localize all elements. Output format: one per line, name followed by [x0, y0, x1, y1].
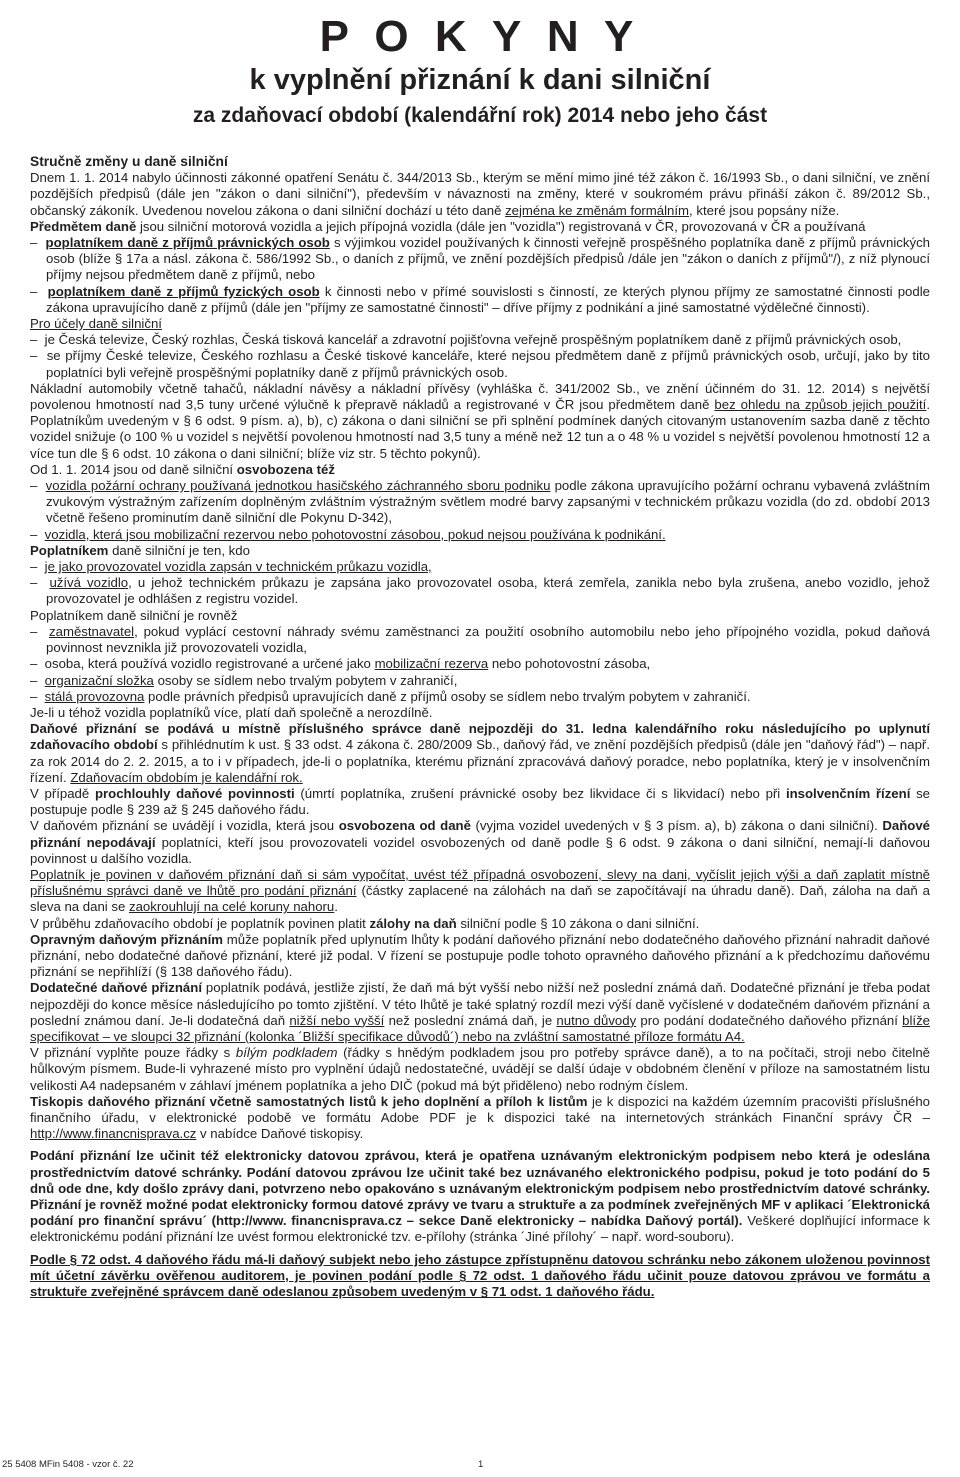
- dash-item-fire-vehicles: – vozidla požární ochrany používaná jednotkou hasičského záchranného sboru podniku podle zákona upravujícího požární ochranu vybavená zvláštním zvukovým výstražným zařízením doplněným zvláštním výstražným světlem modré barvy zapsanými v technickém průkazu vozidla (do zd. období 2013 včetně řešeno prominutím daně silniční dle Pokynu D-342),: [30, 478, 930, 526]
- paragraph-exempt-vehicles: V daňovém přiznání se uvádějí i vozidla, která jsou osvobozena od daně (vyjma vozidel uvedených v § 3 písm. a), b) zákona o dani silniční). Daňové přiznání nepodávají poplatníci, kteří jsou provozovateli vozidel osvobozených od daně podle § 6 odst. 9 zákona o dani silniční, nemají-li daňovou povinnost u dalšího vozidla.: [30, 818, 930, 866]
- header: [0, 0, 960, 130]
- document-subtitle: k vyplnění přiznání k dani silniční: [249, 64, 711, 96]
- section-heading: Stručně změny u daně silniční: [30, 154, 228, 169]
- form-code: 25 5408 MFin 5408 - vzor č. 22: [2, 1459, 134, 1470]
- tax-period-subtitle: za zdaňovací období (kalendářní rok) 2014 nebo jeho část: [192, 104, 768, 127]
- footer: [0, 1459, 960, 1473]
- paragraph-joint: Je-li u téhož vozidla poplatníků více, platí daň společně a nerozdílně.: [30, 704, 433, 720]
- financnisprava-link[interactable]: http://www.financnisprava.cz: [30, 1126, 197, 1142]
- paragraph-deadline: Daňové přiznání se podává u místně příslušného správce daně nejpozději do 31. ledna kalendářního roku následujícího po uplynutí zdaňovacího období s přihlédnutím k ust. § 33 odst. 4 zákona č. 280/2009 Sb., daňový řád, ve znění pozdějších předpisů (dále jen "daňový řád") – např. za rok 2014 do 2. 2. 2015, a to i v případech, jde-li o poplatníka, kterému přiznání zpracovává daňový poradce, nebo poplatníka, který je v insolvenčním řízení. Zdaňovacím obdobím je kalendářní rok.: [30, 721, 930, 785]
- paragraph-forms: Tiskopis daňového přiznání včetně samostatných listů k jeho doplnění a příloh k listům je k dispozici na každém územním pracovišti příslušného finančního úřadu, v elektronické podobě ve formátu Adobe PDF je k dispozici také na internetových stránkách Finanční správy ČR – http://www.financnisprava.cz v nabídce Daňové tiskopisy.: [30, 1093, 930, 1142]
- paragraph-filling: V přiznání vyplňte pouze řádky s bílým podkladem (řádky s hnědým podkladem jsou pro potřeby správce daně), a to na počítači, stroji nebo čitelně hůlkovým písmem. Bude-li vyhrazené místo pro vyplnění údajů nedostatečné, uvádějí se další údaje v obdobném členění v příloze na samostatném listu velikosti A4 nadepsaném v záhlaví jménem poplatníka a jeho DIČ (pokud má být přiděleno) nebo rodným číslem.: [30, 1045, 930, 1093]
- paragraph-electronic: Podání přiznání lze učinit též elektronicky datovou zprávou, která je opatřena uznávaným elektronickým podpisem nebo která je odeslána prostřednictvím datové schránky. Podání datovou zprávou lze učinit také bez uznávaného elektronického podpisu, pokud je toto podání do 5 dnů ode dne, kdy došlo zprávy dani, potvrzeno nebo opakováno s uznávaným elektronickým podpisem nebo prostřednictvím datové schránky. Přiznání je rovněž možné podat elektronicky formou datové zprávy ve tvaru a struktuře a za podmínek zveřejněných MF v aplikaci ´Elektronická podání pro finanční správu´ (http://www. financnisprava.cz – sekce Daně elektronicky – nabídka Daňový portál). Veškeré doplňující informace k elektronickému podání přiznání lze uvést formou elektronické tzv. e-přílohy (stránka ´Jiné přílohy´ – např. word-souboru).: [30, 1148, 930, 1245]
- paragraph-taxpayer: Poplatníkem daně silniční je ten, kdo: [30, 542, 250, 558]
- dash-item-branch: – organizační složka osoby se sídlem nebo trvalým pobytem v zahraničí,: [30, 672, 458, 688]
- dash-item-employer: – zaměstnavatel, pokud vyplácí cestovní náhrady svému zaměstnanci za použití osobního automobilu nebo jeho přípojného vozidla, pokud daňová povinnost nevznikla již provozovateli vozidla,: [30, 623, 931, 656]
- dash-item-income: – se příjmy České televize, Českého rozhlasu a České tiskové kanceláře, které nejsou předmětem daně z příjmů právnických osob, určují, jako by tito poplatníci byli veřejně prospěšnými poplatníky daně z příjmů právnických osob.: [30, 348, 930, 380]
- paragraph-succession: V případě prochlouhly daňové povinnosti (úmrtí poplatníka, zrušení právnické osoby bez likvidace či s likvidací) nebo při insolvenčním řízení se postupuje podle § 239 až § 245 daňového řádu.: [30, 785, 931, 818]
- instructions-body: [30, 154, 930, 1300]
- paragraph-trucks: Nákladní automobily včetně tahačů, nákladní návěsy a nákladní přívěsy (vyhláška č. 341/2002 Sb., ve znění účinném do 31. 12. 2014) s největší povolenou hmotností nad 3,5 tuny určené výlučně k přepravě nákladů a registrované v ČR jsou předmětem daně bez ohledu na způsob jejich použití. Poplatníkům uvedeným v § 6 odst. 9 písm. a), b), c) zákona o dani silniční se při splnění podmínek daných citovaným ustanovením sazba daně z těchto vozidel snižuje (o 100 % u vozidel s největší povolenou hmotností nad 3,5 tuny a méně než 12 tun a o 48 % u vozidel s největší povolenou hmotností 12 a více tun dle § 6 odst. 10 zákona o dani silniční; blíže viz str. 5 těchto pokynů).: [30, 380, 930, 461]
- paragraph-corrective: Opravným daňovým přiznáním může poplatník před uplynutím lhůty k podání daňového přiznání nebo dodatečného daňového přiznání nahradit daňové přiznání, nebo dodatečné daňové přiznání, které již podal. V řízení se postupuje podle tohoto opravného daňového přiznání a k předchozímu daňovému přiznání se nepřihlíží (§ 138 daňového řádu).: [30, 931, 930, 980]
- paragraph-changes: Dnem 1. 1. 2014 nabylo účinnosti zákonné opatření Senátu č. 344/2013 Sb., kterým se mění mimo jiné též zákon č. 16/1993 Sb., o dani silniční, ve znění pozdějších předpisů (dále jen "zákon o dani silniční"), především v návaznosti na změny, které v soukromém právu přináší zákon č. 89/2012 Sb., občanský zákoník. Uvedenou novelou zákona o dani silniční dochází u této daně zejména ke změnám formálním, které jsou popsány níže.: [30, 170, 930, 218]
- dash-item-establishment: – stálá provozovna podle právních předpisů upravujících daně z příjmů osoby se sídlem nebo trvalým pobytem v zahraničí.: [30, 688, 751, 704]
- dash-item-operator: – je jako provozovatel vozidla zapsán v technickém průkazu vozidla,: [30, 559, 432, 575]
- paragraph-self-assessment: Poplatník je povinen v daňovém přiznání daň si sám vypočítat, uvést též případná osvobození, slevy na dani, vyčíslit jejich výši a daň zaplatit místně příslušnému správci daně ve lhůtě pro podání přiznání (částky zaplacené na zálohách na daň se započítávají na úhradu daně). Daň, záloha na daň a sleva na dani se zaokrouhlují na celé koruny nahoru.: [30, 866, 931, 915]
- dash-item-reserve-user: – osoba, která používá vozidlo registrované a určené jako mobilizační rezerva nebo pohotovostní zásoba,: [30, 656, 651, 672]
- page-number: 1: [478, 1459, 484, 1470]
- document-title: P O K Y N Y: [319, 12, 641, 61]
- paragraph-exemptions: Od 1. 1. 2014 jsou od daně silniční osvobozena též: [30, 461, 335, 477]
- dash-item-legal-persons: – poplatníkem daně z příjmů právnických osob s výjimkou vozidel používaných k činnosti veřejně prospěšného poplatníka daně z příjmů právnických osob (blíže § 17a a násl. zákona č. 586/1992 Sb., o daních z příjmů, ve znění pozdějších předpisů /dále jen "zákon o daních z příjmů"/), z níž plynoucí příjmy nejsou předmětem daně z příjmů, nebo: [30, 235, 930, 283]
- paragraph-taxpayer-also: Poplatníkem daně silniční je rovněž: [30, 607, 238, 623]
- paragraph-data-box: Podle § 72 odst. 4 daňového řádu má-li daňový subjekt nebo jeho zástupce zpřístupněnu datovou schránku nebo zákonem uloženou povinnost mít účetní závěrku ověřenou auditorem, je povinen podání podle § 72 odst. 1 daňového řádu učinit pouze datovou zprávou ve formátu a struktuře zveřejněné správcem daně odeslanou způsobem uvedeným v § 71 odst. 1 daňového řádu.: [30, 1251, 930, 1300]
- dash-item-natural-persons: – poplatníkem daně z příjmů fyzických osob k činnosti nebo v přímé souvislosti s činností, ze kterých plynou příjmy ze samostatné činnosti podle zákona upravujícího daně z příjmů (dále jen "příjmy ze samostatné činnosti" – dříve příjmy z podnikání a jiné samostatné výdělečné činnosti).: [30, 283, 930, 315]
- paragraph-purposes: Pro účely daně silniční: [30, 316, 162, 332]
- dash-item-public-tv: – je Česká televize, Český rozhlas, Česká tisková kancelář a zdravotní pojišťovna veřejně prospěšným poplatníkem daně z příjmů právnických osob,: [30, 332, 902, 348]
- paragraph-supplementary: Dodatečné daňové přiznání poplatník podává, jestliže zjistí, že daň má být vyšší nebo nižší než poslední známá daň. Dodatečné přiznání je třeba podat nejpozději do konce měsíce následujícího po tomto zjištění. V této lhůtě je také splatný rozdíl mezi výší daně vyčíslené v dodatečném daňovém přiznání a poslední známou daní. Je-li dodatečná daň nižší nebo vyšší než poslední známá daň, je nutno důvody pro podání dodatečného daňového přiznání blíže specifikovat – ve sloupci 32 přiznání (kolonka ´Bližší specifikace důvodů´) nebo na zvláštní samostatné příloze formátu A4.: [30, 980, 931, 1044]
- paragraph-advances: V průběhu zdaňovacího období je poplatník povinen platit zálohy na daň silniční podle § 10 zákona o dani silniční.: [30, 915, 700, 931]
- dash-item-mobilization: – vozidla, která jsou mobilizační rezervou nebo pohotovostní zásobou, pokud nejsou používána k podnikání.: [30, 526, 666, 542]
- paragraph-subject: Předmětem daně jsou silniční motorová vozidla a jejich přípojná vozidla (dále jen "vozidla") registrovaná v ČR, provozovaná v ČR a používaná: [30, 218, 866, 234]
- dash-item-user: – užívá vozidlo, u jehož technickém průkazu je zapsána jako provozovatel osoba, která zemřela, zanikla nebo byla zrušena, anebo vozidlo, jehož provozovatel je odhlášen z registru vozidel.: [30, 575, 931, 607]
